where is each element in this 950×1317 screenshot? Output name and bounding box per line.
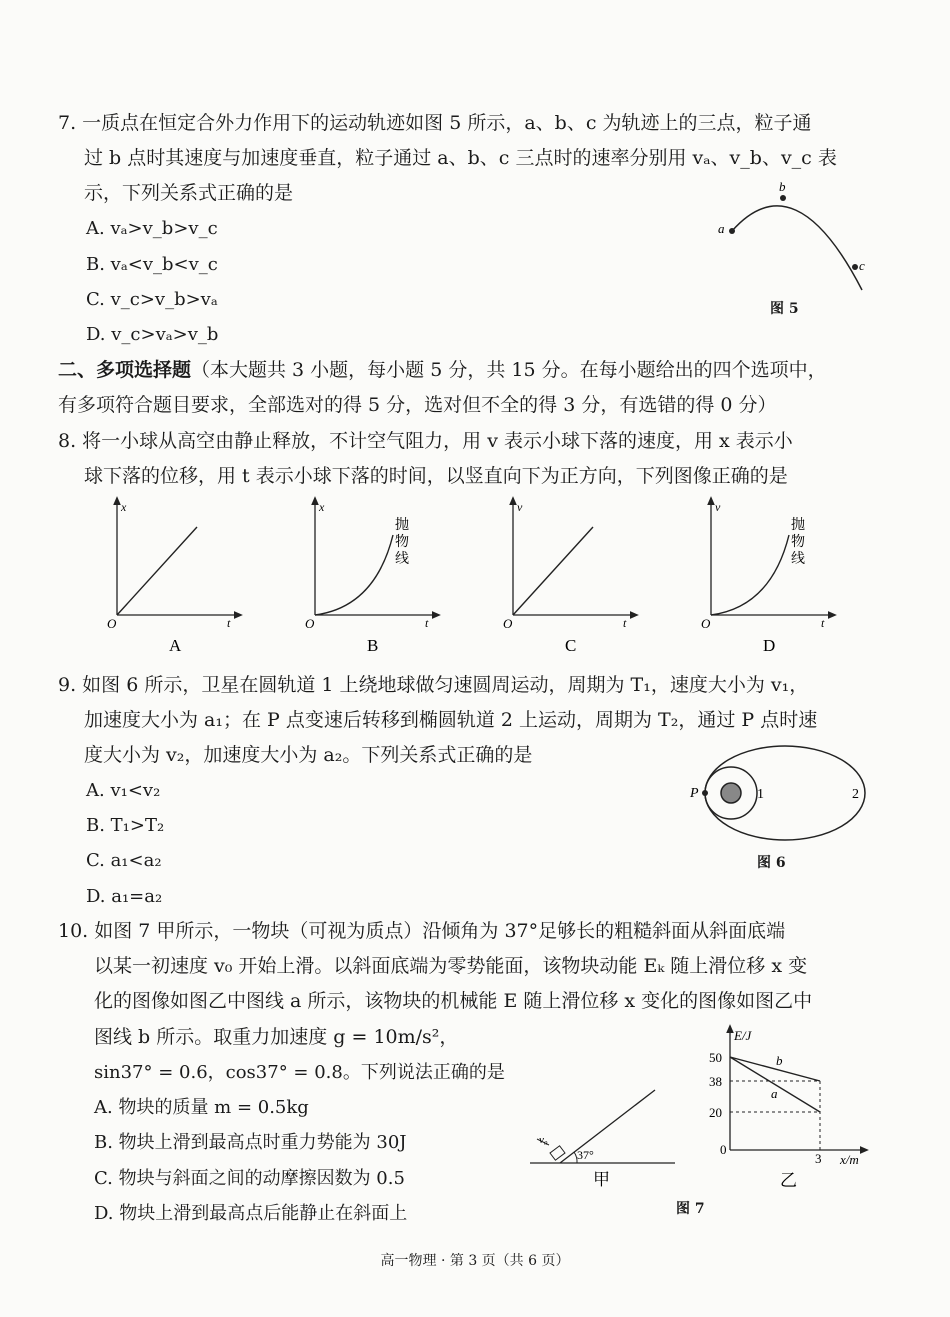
- origin-label: O: [701, 616, 711, 631]
- trajectory-curve: [732, 206, 862, 290]
- curve-note-char: 物: [395, 535, 409, 550]
- point-p: [702, 790, 708, 796]
- q9-option-d[interactable]: D. a₁=a₂: [86, 886, 163, 907]
- q7-option-c[interactable]: C. v_c>v_b>vₐ: [86, 289, 218, 310]
- line-a: [730, 1057, 820, 1112]
- label-orbit-2: 2: [852, 787, 859, 802]
- sub-label-jia: 甲: [593, 1170, 610, 1189]
- q8-graph-c: [503, 500, 635, 655]
- figure-6-caption: 图 6: [757, 855, 786, 871]
- q9-line2: 加速度大小为 a₁；在 P 点变速后转移到椭圆轨道 2 上运动，周期为 T₂，通过 P 点时速: [84, 709, 818, 731]
- figure-7-incline: [525, 1085, 685, 1195]
- x-axis-label: t: [821, 616, 825, 630]
- section2-line2: 有多项符合题目要求，全部选对的得 5 分，选对但不全的得 3 分，有选错的得 0 分）: [58, 394, 777, 416]
- figure-5-caption: 图 5: [770, 301, 799, 317]
- q7-option-d[interactable]: D. v_c>vₐ>v_b: [86, 324, 219, 345]
- origin-label: 0: [720, 1142, 727, 1157]
- point-b: [780, 195, 786, 201]
- curve-note-char: 线: [395, 552, 409, 567]
- xtick-3: 3: [815, 1151, 822, 1166]
- y-axis-label: x: [121, 500, 127, 514]
- graph-parabola: [315, 535, 393, 615]
- q7-line3: 示，下列关系式正确的是: [84, 182, 294, 204]
- y-axis-label: v: [715, 500, 721, 514]
- point-c: [852, 264, 858, 270]
- q8-line1: 8. 将一小球从高空由静止释放，不计空气阻力，用 v 表示小球下落的速度，用 x 表示小: [58, 430, 793, 452]
- graph-parabola: [711, 535, 789, 615]
- q9-line3: 度大小为 v₂，加速度大小为 a₂。下列关系式正确的是: [84, 744, 533, 766]
- y-axis-label: v: [517, 500, 523, 514]
- q8-line2: 球下落的位移，用 t 表示小球下落的时间，以竖直向下为正方向，下列图像正确的是: [84, 465, 788, 487]
- earth: [721, 783, 741, 803]
- q7-line1: 7. 一质点在恒定合外力作用下的运动轨迹如图 5 所示，a、b、c 为轨迹上的三点，粒子通: [58, 112, 812, 134]
- x-axis-label: x/m: [840, 1152, 859, 1167]
- label-b: b: [779, 179, 786, 194]
- graph-line: [117, 527, 197, 615]
- label-p: P: [690, 786, 699, 801]
- origin-label: O: [305, 616, 315, 631]
- ytick-38: 38: [709, 1074, 722, 1089]
- q8-graph-d: [701, 500, 833, 655]
- q7-option-b[interactable]: B. vₐ<v_b<v_c: [86, 254, 218, 275]
- q10-option-d[interactable]: D. 物块上滑到最高点后能静止在斜面上: [94, 1203, 408, 1224]
- figure-7-caption: 图 7: [676, 1201, 705, 1217]
- line-b: [730, 1057, 820, 1081]
- q10-option-b[interactable]: B. 物块上滑到最高点时重力势能为 30J: [94, 1132, 407, 1153]
- x-axis-label: t: [623, 616, 627, 630]
- label-c: c: [859, 258, 865, 273]
- q9-option-c[interactable]: C. a₁<a₂: [86, 850, 162, 871]
- q9-line1: 9. 如图 6 所示，卫星在圆轨道 1 上绕地球做匀速圆周运动，周期为 T₁，速度大小为 v₁，: [58, 674, 809, 696]
- q8-graph-a: [107, 500, 239, 655]
- q10-line2: 以某一初速度 v₀ 开始上滑。以斜面底端为零势能面，该物块动能 Eₖ 随上滑位移 x 变: [94, 955, 808, 977]
- q10-line4: 图线 b 所示。取重力加速度 g = 10m/s²，: [94, 1026, 459, 1048]
- graph-line: [513, 527, 593, 615]
- label-orbit-1: 1: [757, 787, 764, 802]
- graph-option-label: A: [169, 636, 182, 655]
- block: [550, 1146, 565, 1160]
- label-b: b: [776, 1053, 783, 1068]
- origin-label: O: [107, 616, 117, 631]
- q7-option-a[interactable]: A. vₐ>v_b>v_c: [86, 218, 218, 239]
- figure-6: [685, 745, 875, 845]
- graph-option-label: C: [565, 636, 577, 655]
- y-axis-label: x: [319, 500, 325, 514]
- angle-label: 37°: [577, 1148, 594, 1162]
- q9-option-b[interactable]: B. T₁>T₂: [86, 815, 165, 836]
- label-a: a: [718, 221, 725, 236]
- page-footer: 高一物理 · 第 3 页（共 6 页）: [380, 1253, 570, 1269]
- figure-7-graph: [700, 1022, 875, 1194]
- curve-note-char: 物: [791, 535, 805, 550]
- point-a: [729, 228, 735, 234]
- curve-note-char: 抛: [395, 518, 409, 533]
- q7-line2: 过 b 点时其速度与加速度垂直，粒子通过 a、b、c 三点时的速率分别用 vₐ、v_b、v_c 表: [84, 147, 837, 169]
- y-axis-label: E/J: [734, 1028, 752, 1043]
- curve-note-char: 抛: [791, 518, 805, 533]
- sub-label-yi: 乙: [780, 1171, 797, 1190]
- graph-option-label: B: [367, 636, 379, 655]
- origin-label: O: [503, 616, 513, 631]
- section2-line1: [58, 358, 827, 382]
- v0-label: v₀: [539, 1134, 548, 1146]
- q10-option-a[interactable]: A. 物块的质量 m = 0.5kg: [94, 1097, 309, 1118]
- q10-line1: 10. 如图 7 甲所示，一物块（可视为质点）沿倾角为 37°足够长的粗糙斜面从斜面底端: [58, 920, 786, 942]
- q10-line3: 化的图像如图乙中图线 a 所示，该物块的机械能 E 随上滑位移 x 变化的图像如图乙中: [94, 990, 813, 1012]
- q8-graph-b: [305, 500, 437, 655]
- label-a: a: [771, 1086, 778, 1101]
- x-axis-label: t: [425, 616, 429, 630]
- q9-option-a[interactable]: A. v₁<v₂: [86, 780, 161, 801]
- q10-line5: sin37° = 0.6，cos37° = 0.8。下列说法正确的是: [94, 1062, 505, 1083]
- ytick-20: 20: [709, 1105, 722, 1120]
- graph-option-label: D: [763, 636, 776, 655]
- curve-note-char: 线: [791, 552, 805, 567]
- section2-desc: （本大题共 3 小题，每小题 5 分，共 15 分。在每小题给出的四个选项中，: [191, 359, 827, 381]
- q8-graphs: [95, 495, 875, 660]
- section2-title: 二、多项选择题: [58, 359, 192, 381]
- x-axis-label: t: [227, 616, 231, 630]
- q10-option-c[interactable]: C. 物块与斜面之间的动摩擦因数为 0.5: [94, 1168, 405, 1189]
- ytick-50: 50: [709, 1050, 722, 1065]
